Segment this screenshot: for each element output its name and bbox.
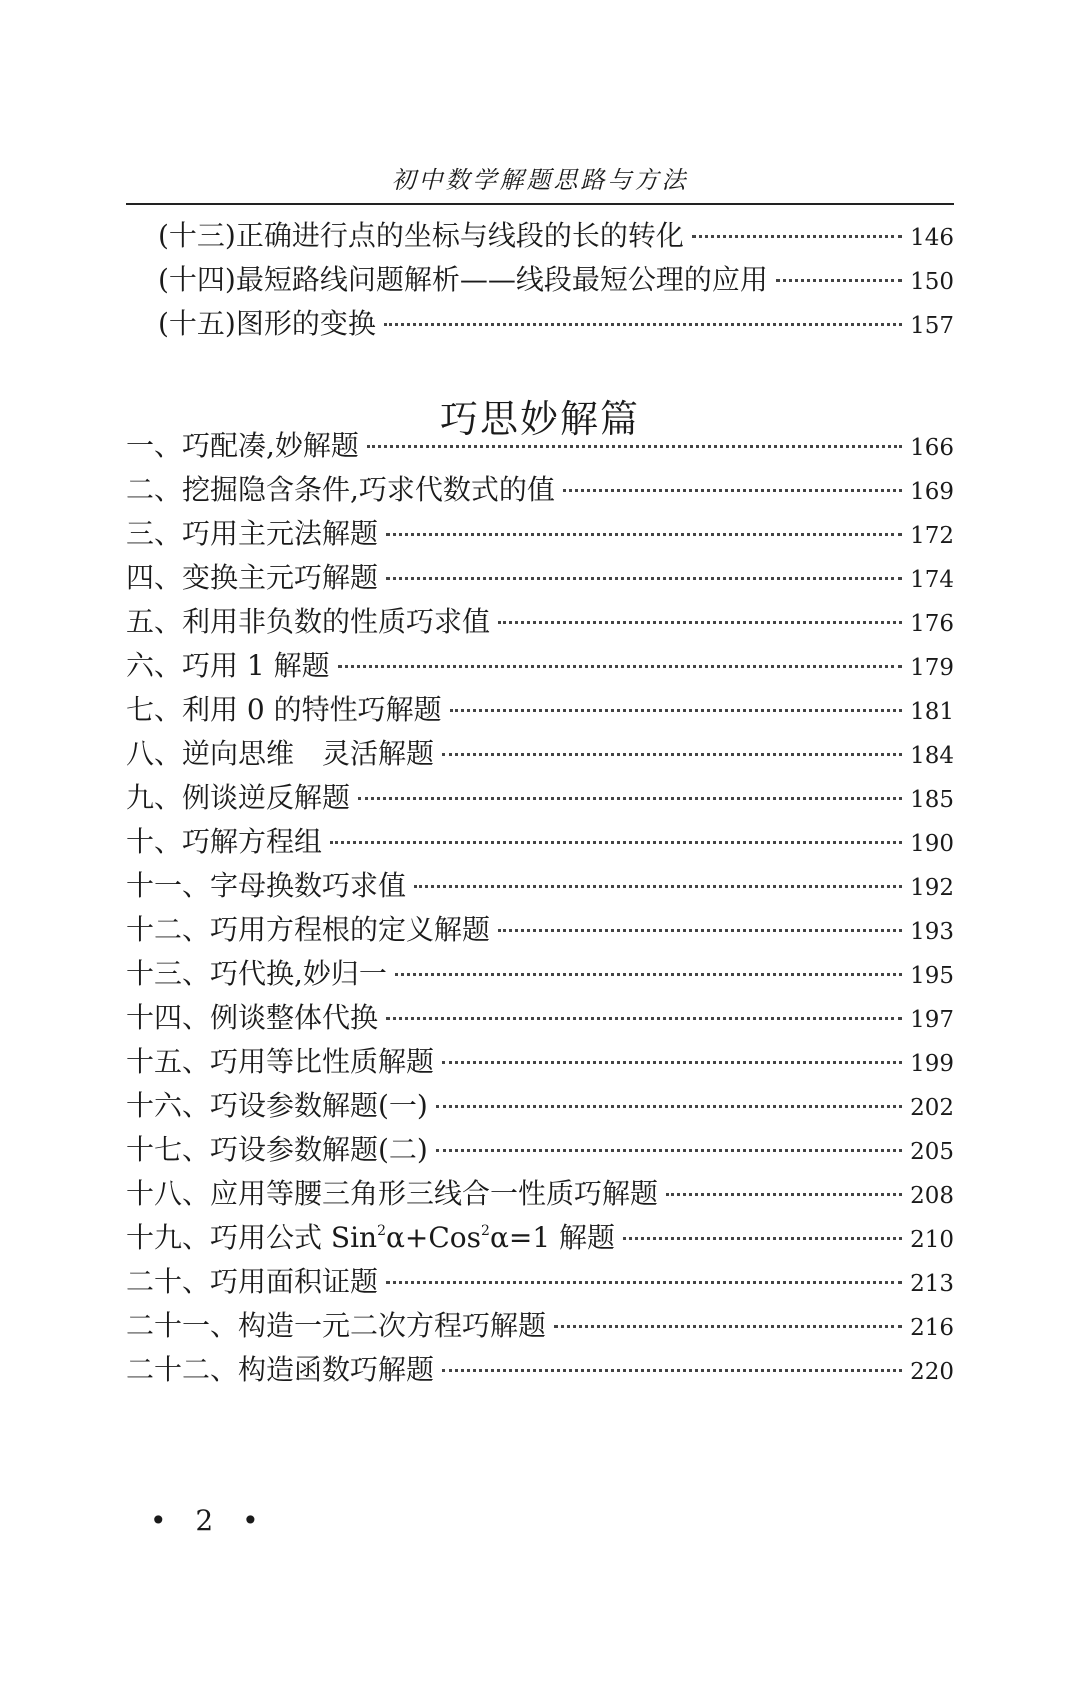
toc-leader [367,445,902,448]
formula-text: 十九、巧用公式 Sin [126,1221,378,1254]
toc-entry-page: 210 [910,1227,954,1253]
toc-entry-title: 十五、巧用等比性质解题 [126,1045,435,1078]
toc-entry[interactable] [126,426,954,466]
toc-entry-title: 二十、巧用面积证题 [126,1265,379,1298]
toc-entry-page: 205 [910,1139,954,1165]
toc-entry-title: 十二、巧用方程根的定义解题 [126,913,491,946]
toc-entry-title [126,1218,615,1258]
toc-leader [498,621,902,624]
toc-entry-page: 184 [910,743,954,769]
toc-entry-page: 202 [910,1095,954,1121]
section-heading: 巧思妙解篇 [439,397,640,441]
toc-leader [623,1237,902,1240]
toc-entry[interactable] [126,1262,954,1302]
toc-entry-page: 172 [910,523,954,549]
toc-entry-title: 十一、字母换数巧求值 [126,869,407,902]
toc-entry-page: 192 [910,875,954,901]
toc-entry-title: (十四)最短路线问题解析——线段最短公理的应用 [158,263,768,296]
toc-entry-title: 十四、例谈整体代换 [126,1001,379,1034]
toc-entry-title: 十三、巧代换,妙归一 [126,957,387,990]
toc-leader [692,235,902,238]
toc-entry[interactable] [126,602,954,642]
toc-entry-title: 八、逆向思维 灵活解题 [126,737,435,770]
toc-leader [414,885,902,888]
toc-leader [563,489,902,492]
toc-entry-title: 十六、巧设参数解题(一) [126,1089,428,1122]
toc-entry-page: 146 [910,225,954,251]
toc-entry-title: (十五)图形的变换 [158,307,376,340]
toc-leader [330,841,902,844]
toc-leader [442,1369,902,1372]
toc-leader [436,1149,902,1152]
toc-entry[interactable] [126,1086,954,1126]
toc-entry[interactable] [126,1306,954,1346]
superscript: 2 [377,1223,386,1239]
toc-entry[interactable] [126,558,954,598]
toc-entry-page: 199 [910,1051,954,1077]
toc-leader [386,1017,902,1020]
toc-entry-title: 五、利用非负数的性质巧求值 [126,605,491,638]
toc-entry-title: 十八、应用等腰三角形三线合一性质巧解题 [126,1177,659,1210]
page-number: • 2 • [150,1504,269,1537]
toc-entry-title: 二十一、构造一元二次方程巧解题 [126,1309,547,1342]
toc-entry[interactable] [126,646,954,686]
toc-entry[interactable] [158,304,954,344]
toc-entry-page: 213 [910,1271,954,1297]
toc-entry-page: 176 [910,611,954,637]
toc-entry[interactable] [126,998,954,1038]
toc-entry[interactable] [126,514,954,554]
toc-entry-page: 185 [910,787,954,813]
toc-entry-page: 208 [910,1183,954,1209]
toc-leader [395,973,902,976]
toc-leader [358,797,902,800]
toc-leader [436,1105,902,1108]
toc-entry-page: 193 [910,919,954,945]
toc-entry-page: 179 [910,655,954,681]
toc-entry-title: 十、巧解方程组 [126,825,323,858]
toc-entry[interactable] [126,778,954,818]
toc-entry[interactable] [126,734,954,774]
toc-entry-page: 166 [910,435,954,461]
toc-entry-title: 二、挖掘隐含条件,巧求代数式的值 [126,473,555,506]
toc-entry[interactable] [126,910,954,950]
toc-leader [666,1193,902,1196]
toc-entry-page: 169 [910,479,954,505]
toc-entry-title: 一、巧配凑,妙解题 [126,429,359,462]
toc-leader [442,753,902,756]
toc-entry[interactable] [126,1130,954,1170]
toc-leader [498,929,902,932]
toc-entry-title: 三、巧用主元法解题 [126,517,379,550]
toc-leader [442,1061,902,1064]
toc-leader [554,1325,902,1328]
toc-entry[interactable] [158,260,954,300]
toc-entry-page: 150 [910,269,954,295]
toc-leader [386,577,902,580]
toc-leader [776,279,902,282]
toc-entry[interactable] [126,1218,954,1258]
toc-entry-title: 四、变换主元巧解题 [126,561,379,594]
toc-entry-page: 220 [910,1359,954,1385]
toc-entry[interactable] [126,690,954,730]
toc-entry[interactable] [126,470,954,510]
toc-entry[interactable] [158,216,954,256]
toc-entry-page: 157 [910,313,954,339]
toc-leader [386,1281,902,1284]
toc-leader [386,533,902,536]
running-header: 初中数学解题思路与方法 [391,166,689,194]
toc-entry[interactable] [126,866,954,906]
toc-leader [384,323,902,326]
toc-entry-title: 七、利用 0 的特性巧解题 [126,693,442,726]
toc-entry-page: 174 [910,567,954,593]
toc-entry-title: 二十二、构造函数巧解题 [126,1353,435,1386]
toc-entry-title: 十七、巧设参数解题(二) [126,1133,428,1166]
toc-leader [338,665,902,668]
toc-entry[interactable] [126,1042,954,1082]
header-rule [126,203,954,205]
superscript: 2 [481,1223,490,1239]
toc-entry-title: (十三)正确进行点的坐标与线段的长的转化 [158,219,684,252]
toc-entry[interactable] [126,1350,954,1390]
toc-entry[interactable] [126,954,954,994]
formula-text: α=1 解题 [489,1221,616,1254]
toc-entry-page: 181 [910,699,954,725]
toc-entry[interactable] [126,1174,954,1214]
toc-entry-page: 195 [910,963,954,989]
toc-entry[interactable] [126,822,954,862]
toc-entry-page: 190 [910,831,954,857]
toc-entry-page: 197 [910,1007,954,1033]
formula-text: α+Cos [386,1221,482,1254]
toc-entry-title: 九、例谈逆反解题 [126,781,351,814]
toc-entry-title: 六、巧用 1 解题 [126,649,330,682]
toc-leader [450,709,902,712]
toc-entry-page: 216 [910,1315,954,1341]
